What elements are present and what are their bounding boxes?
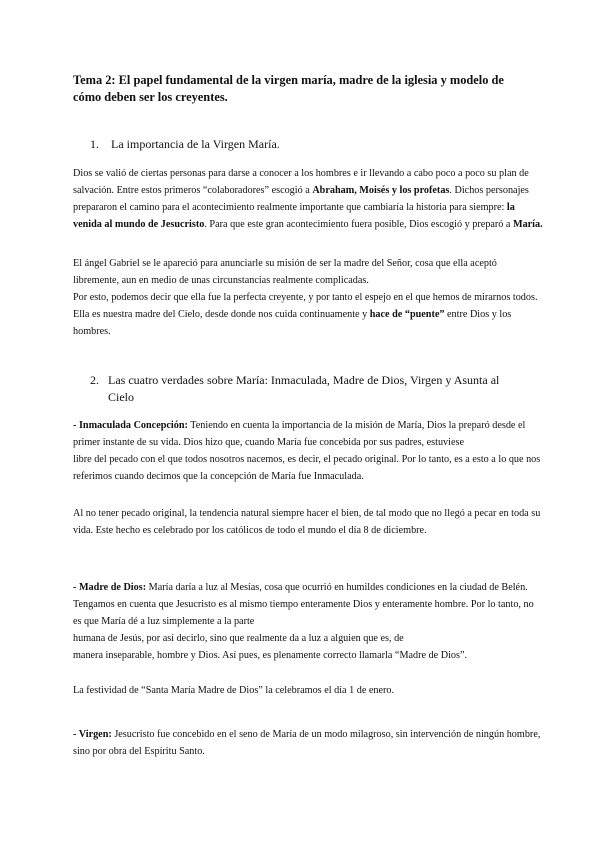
text-run: Teniendo en cuenta la importancia de la misión de María, Dios la preparó desde el primer instante de su vida. Dios hizo que, cuando María fue concebida por sus padres, estuviese: [73, 420, 526, 448]
document-title: Tema 2: El papel fundamental de la virgen maría, madre de la iglesia y modelo de cómo deben ser los creyentes.: [73, 73, 504, 104]
section-2-paragraph-virgen: [73, 726, 543, 760]
bold-text: Abraham, Moisés y los profetas: [312, 185, 450, 196]
text-run: María daría a luz al Mesías, cosa que ocurrió en humildes condiciones en la ciudad de Belén. Tengamos en cuenta que Jesucristo es al mismo tiempo enteramente Dios y enteramente hombre. Por lo tanto, no es que María dé a luz simplemente a la parte: [73, 582, 534, 627]
bold-label: - Virgen:: [73, 729, 112, 740]
section-1-paragraph-2: [73, 255, 543, 340]
bold-label: - Inmaculada Concepción:: [73, 420, 188, 431]
section-2-number: 2.: [90, 373, 99, 387]
text-run: . Dichos personajes prepararon el camino para el acontecimiento realmente importante que cambiaría la historia para siempre:: [73, 185, 529, 213]
section-2-paragraph-madre: [73, 579, 543, 664]
section-2-paragraph-inmaculada: [73, 417, 543, 485]
text-run: Dios se valió de ciertas personas para darse a conocer a los hombres e ir llevando a cabo poco a poco su plan de salvación. Entre estos primeros “colaboradores” escogió a: [73, 168, 529, 196]
section-1-paragraph-1: [73, 165, 543, 233]
text-run: Jesucristo fue concebido en el seno de María de un modo milagroso, sin intervención de ningún hombre, sino por obra del Espíritu Santo.: [73, 729, 541, 757]
bold-text: la venida al mundo de Jesucristo: [73, 202, 515, 230]
text-run: Por esto, podemos decir que ella fue la perfecta creyente, y por tanto el espejo en el que hemos de mirarnos todos. Ella es nuestra madre del Cielo, desde donde nos cuida continuamente y: [73, 292, 538, 320]
section-2-heading-text: Las cuatro verdades sobre María: Inmaculada, Madre de Dios, Virgen y Asunta al Cielo: [108, 373, 500, 404]
section-2-paragraph-pecado: Al no tener pecado original, la tendencia natural siempre hacer el bien, de tal modo que no llegó a pecar en toda su vida. Este hecho es celebrado por los católicos de todo el mundo el día 8 de diciembre.: [73, 508, 541, 536]
bold-label: - Madre de Dios:: [73, 582, 147, 593]
text-run: entre Dios y los hombres.: [73, 309, 512, 337]
section-1-heading-text: La importancia de la Virgen María.: [111, 137, 280, 151]
section-2-heading: [90, 372, 530, 406]
bold-text: hace de “puente”: [369, 309, 445, 320]
section-1-heading: [90, 136, 280, 153]
text-run: El ángel Gabriel se le apareció para anunciarle su misión de ser la madre del Señor, cosa que ella aceptó libremente, aun en medio de unas circunstancias realmente complicadas.: [73, 258, 497, 286]
section-1-number: 1.: [90, 137, 99, 151]
text-run: manera inseparable, hombre y Dios. Así pues, es plenamente correcto llamarla “Madre de Dios”.: [73, 650, 468, 661]
text-run: libre del pecado con el que todos nosotros nacemos, es decir, el pecado original. Por lo tanto, es a esto a lo que nos referimos cuando decimos que la concepción de María fue Inmaculada.: [73, 454, 541, 482]
section-2-paragraph-festividad: La festividad de “Santa María Madre de Dios” la celebramos el día 1 de enero.: [73, 685, 395, 696]
text-run: . Para que este gran acontecimiento fuera posible, Dios escogió y preparó a: [204, 219, 513, 230]
bold-text: María.: [512, 219, 543, 230]
text-run: humana de Jesús, por así decirlo, sino que realmente da a luz a alguien que es, de: [73, 633, 404, 644]
